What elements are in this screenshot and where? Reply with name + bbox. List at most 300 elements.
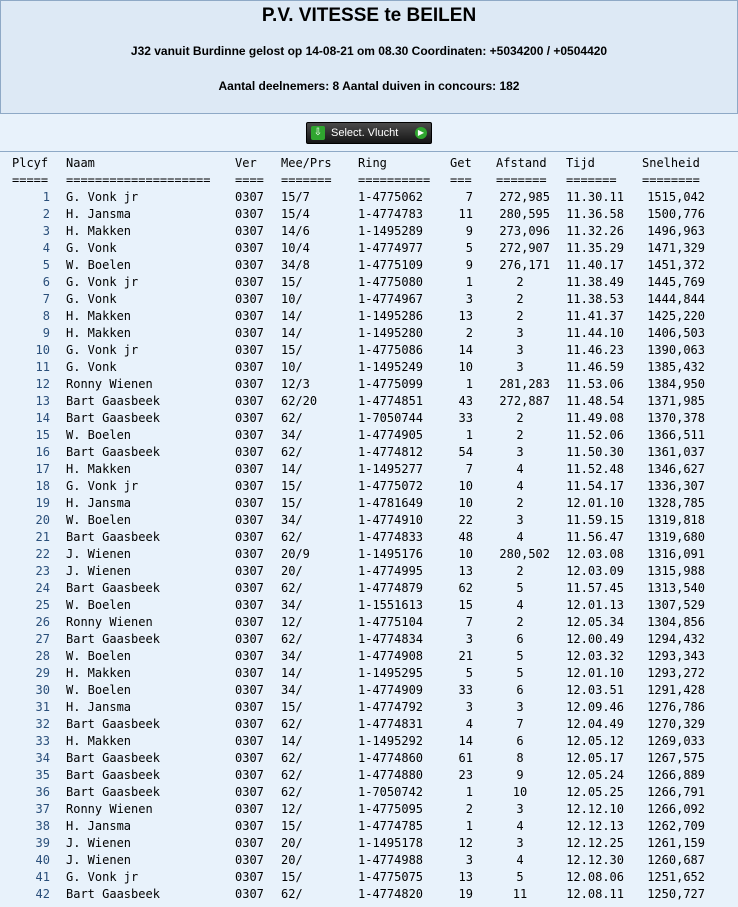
cell-get: 9 <box>465 258 473 272</box>
cell-naam: Bart Gaasbeek <box>66 717 160 731</box>
cell-snelheid: 1291,428 <box>647 683 705 697</box>
cell-ver: 0307 <box>235 700 264 714</box>
cell-ring: 1-4775095 <box>358 802 424 816</box>
cell-naam: W. Boelen <box>66 513 132 527</box>
cell-get: 54 <box>458 445 473 459</box>
cell-naam: H. Jansma <box>66 207 132 221</box>
cell-plcyf: 13 <box>35 394 50 408</box>
cell-ver: 0307 <box>235 445 264 459</box>
cell-plcyf: 17 <box>35 462 50 476</box>
cell-naam: Bart Gaasbeek <box>66 445 160 459</box>
cell-afstand: 4 <box>516 819 524 833</box>
cell-tijd: 12.08.11 <box>566 887 624 901</box>
cell-plcyf: 34 <box>35 751 50 765</box>
table-row <box>0 189 705 206</box>
sep-ver: ==== <box>235 173 264 187</box>
cell-naam: G. Vonk <box>66 360 117 374</box>
cell-get: 23 <box>458 768 473 782</box>
table-row <box>0 886 705 903</box>
table-row <box>0 580 705 597</box>
table-row <box>0 223 705 240</box>
cell-ver: 0307 <box>235 836 264 850</box>
cell-ring: 1-4774995 <box>358 564 424 578</box>
cell-tijd: 11.57.45 <box>566 581 624 595</box>
cell-afstand: 2 <box>516 496 524 510</box>
cell-plcyf: 20 <box>35 513 50 527</box>
cell-ring: 1-4775072 <box>358 479 424 493</box>
cell-plcyf: 10 <box>35 343 50 357</box>
cell-plcyf: 39 <box>35 836 50 850</box>
cell-ver: 0307 <box>235 241 264 255</box>
cell-get: 5 <box>465 666 473 680</box>
cell-plcyf: 24 <box>35 581 50 595</box>
table-row <box>0 716 705 733</box>
cell-tijd: 11.53.06 <box>566 377 624 391</box>
cell-ver: 0307 <box>235 462 264 476</box>
cell-tijd: 12.05.34 <box>566 615 624 629</box>
sep-ring: ========== <box>358 173 431 187</box>
cell-mee-prs: 15/7 <box>281 190 310 204</box>
cell-mee-prs: 15/ <box>281 343 303 357</box>
cell-tijd: 12.09.46 <box>566 700 624 714</box>
cell-afstand: 6 <box>516 632 524 646</box>
cell-naam: Ronny Wienen <box>66 377 153 391</box>
cell-tijd: 11.36.58 <box>566 207 624 221</box>
table-row <box>0 563 705 580</box>
sep-snelheid: ======== <box>642 173 700 187</box>
cell-snelheid: 1471,329 <box>647 241 705 255</box>
table-row <box>0 733 705 750</box>
cell-ring: 1-7050744 <box>358 411 424 425</box>
cell-mee-prs: 34/ <box>281 598 303 612</box>
cell-naam: G. Vonk jr <box>66 275 139 289</box>
cell-plcyf: 5 <box>42 258 50 272</box>
table-row <box>0 648 705 665</box>
cell-get: 7 <box>465 462 473 476</box>
select-flight-button[interactable] <box>306 122 432 144</box>
cell-ver: 0307 <box>235 496 264 510</box>
cell-naam: Bart Gaasbeek <box>66 785 160 799</box>
table-row <box>0 291 705 308</box>
cell-ring: 1-4775104 <box>358 615 424 629</box>
cell-mee-prs: 12/ <box>281 802 303 816</box>
cell-snelheid: 1293,272 <box>647 666 705 680</box>
cell-tijd: 11.40.17 <box>566 258 624 272</box>
cell-ring: 1-4775099 <box>358 377 424 391</box>
cell-snelheid: 1250,727 <box>647 887 705 901</box>
table-row <box>0 852 705 869</box>
cell-plcyf: 11 <box>35 360 50 374</box>
cell-get: 3 <box>465 700 473 714</box>
cell-plcyf: 30 <box>35 683 50 697</box>
cell-afstand: 4 <box>516 598 524 612</box>
cell-snelheid: 1500,776 <box>647 207 705 221</box>
cell-ring: 1-4781649 <box>358 496 424 510</box>
cell-mee-prs: 14/ <box>281 309 303 323</box>
col-header-plcyf: Plcyf <box>12 156 49 170</box>
cell-tijd: 12.12.25 <box>566 836 624 850</box>
cell-afstand: 3 <box>516 360 524 374</box>
cell-ver: 0307 <box>235 598 264 612</box>
table-row <box>0 461 705 478</box>
col-header-afstand: Afstand <box>496 156 547 170</box>
cell-snelheid: 1385,432 <box>647 360 705 374</box>
cell-ver: 0307 <box>235 734 264 748</box>
cell-tijd: 11.41.37 <box>566 309 624 323</box>
cell-naam: H. Makken <box>66 734 132 748</box>
cell-get: 14 <box>458 343 473 357</box>
cell-plcyf: 35 <box>35 768 50 782</box>
cell-afstand: 3 <box>516 445 524 459</box>
cell-naam: Bart Gaasbeek <box>66 768 160 782</box>
cell-naam: Bart Gaasbeek <box>66 751 160 765</box>
cell-mee-prs: 12/3 <box>281 377 310 391</box>
cell-snelheid: 1328,785 <box>647 496 705 510</box>
cell-snelheid: 1260,687 <box>647 853 705 867</box>
cell-get: 15 <box>458 598 473 612</box>
cell-ring: 1-7050742 <box>358 785 424 799</box>
cell-plcyf: 2 <box>42 207 50 221</box>
cell-afstand: 5 <box>516 870 524 884</box>
cell-ring: 1-4775080 <box>358 275 424 289</box>
cell-get: 1 <box>465 428 473 442</box>
cell-get: 2 <box>465 326 473 340</box>
table-row <box>0 257 705 274</box>
cell-plcyf: 18 <box>35 479 50 493</box>
cell-plcyf: 26 <box>35 615 50 629</box>
results-table <box>0 155 705 903</box>
table-row <box>0 495 705 512</box>
cell-naam: W. Boelen <box>66 598 132 612</box>
cell-ring: 1-4774988 <box>358 853 424 867</box>
cell-mee-prs: 34/8 <box>281 258 310 272</box>
cell-plcyf: 25 <box>35 598 50 612</box>
cell-get: 12 <box>458 836 473 850</box>
cell-naam: W. Boelen <box>66 428 132 442</box>
cell-ring: 1-4774905 <box>358 428 424 442</box>
cell-plcyf: 7 <box>42 292 50 306</box>
cell-get: 10 <box>458 360 473 374</box>
cell-snelheid: 1336,307 <box>647 479 705 493</box>
cell-snelheid: 1371,985 <box>647 394 705 408</box>
cell-ver: 0307 <box>235 513 264 527</box>
cell-get: 11 <box>458 207 473 221</box>
cell-naam: G. Vonk jr <box>66 870 139 884</box>
cell-snelheid: 1316,091 <box>647 547 705 561</box>
cell-tijd: 12.01.13 <box>566 598 624 612</box>
cell-afstand: 3 <box>516 836 524 850</box>
cell-get: 1 <box>465 819 473 833</box>
col-header-ver: Ver <box>235 156 257 170</box>
cell-tijd: 12.05.17 <box>566 751 624 765</box>
cell-ver: 0307 <box>235 394 264 408</box>
cell-ver: 0307 <box>235 207 264 221</box>
cell-snelheid: 1390,063 <box>647 343 705 357</box>
cell-snelheid: 1251,652 <box>647 870 705 884</box>
cell-ring: 1-4774909 <box>358 683 424 697</box>
cell-get: 61 <box>458 751 473 765</box>
cell-snelheid: 1266,889 <box>647 768 705 782</box>
cell-ver: 0307 <box>235 683 264 697</box>
cell-tijd: 11.44.10 <box>566 326 624 340</box>
cell-afstand: 2 <box>516 275 524 289</box>
download-icon: ⇩ <box>311 126 325 140</box>
cell-afstand: 5 <box>516 666 524 680</box>
cell-tijd: 12.04.49 <box>566 717 624 731</box>
cell-ver: 0307 <box>235 666 264 680</box>
cell-naam: G. Vonk <box>66 241 117 255</box>
cell-snelheid: 1515,042 <box>647 190 705 204</box>
cell-tijd: 12.05.12 <box>566 734 624 748</box>
cell-afstand: 6 <box>516 683 524 697</box>
table-row <box>0 512 705 529</box>
cell-afstand: 10 <box>512 785 528 799</box>
cell-ring: 1-4775109 <box>358 258 424 272</box>
cell-mee-prs: 20/ <box>281 836 303 850</box>
cell-afstand: 6 <box>516 734 524 748</box>
cell-naam: J. Wienen <box>66 853 132 867</box>
cell-ver: 0307 <box>235 360 264 374</box>
cell-tijd: 11.49.08 <box>566 411 624 425</box>
cell-plcyf: 32 <box>35 717 50 731</box>
cell-get: 1 <box>465 377 473 391</box>
table-header <box>0 155 700 172</box>
cell-get: 4 <box>465 717 473 731</box>
cell-afstand: 4 <box>516 479 524 493</box>
cell-ring: 1-4774820 <box>358 887 424 901</box>
cell-snelheid: 1294,432 <box>647 632 705 646</box>
cell-get: 10 <box>458 547 473 561</box>
cell-snelheid: 1366,511 <box>647 428 705 442</box>
cell-tijd: 12.08.06 <box>566 870 624 884</box>
cell-afstand: 2 <box>516 615 524 629</box>
cell-snelheid: 1406,503 <box>647 326 705 340</box>
cell-mee-prs: 14/ <box>281 326 303 340</box>
cell-afstand: 273,096 <box>499 224 550 238</box>
cell-ver: 0307 <box>235 564 264 578</box>
cell-plcyf: 14 <box>35 411 50 425</box>
cell-snelheid: 1361,037 <box>647 445 705 459</box>
cell-afstand: 8 <box>516 751 524 765</box>
col-header-mee-prs: Mee/Prs <box>281 156 332 170</box>
cell-mee-prs: 15/ <box>281 479 303 493</box>
cell-tijd: 11.32.26 <box>566 224 624 238</box>
cell-snelheid: 1304,856 <box>647 615 705 629</box>
cell-mee-prs: 14/ <box>281 666 303 680</box>
cell-ver: 0307 <box>235 326 264 340</box>
cell-afstand: 280,502 <box>499 547 550 561</box>
cell-get: 13 <box>458 309 473 323</box>
cell-ring: 1-4774834 <box>358 632 424 646</box>
cell-tijd: 11.46.59 <box>566 360 624 374</box>
results-header <box>0 0 738 114</box>
cell-ver: 0307 <box>235 717 264 731</box>
cell-ring: 1-4774977 <box>358 241 424 255</box>
cell-mee-prs: 10/ <box>281 292 303 306</box>
cell-ring: 1-1495280 <box>358 326 424 340</box>
cell-ver: 0307 <box>235 343 264 357</box>
cell-mee-prs: 20/ <box>281 853 303 867</box>
cell-snelheid: 1370,378 <box>647 411 705 425</box>
sep-tijd: ======= <box>566 173 617 187</box>
cell-get: 5 <box>465 241 473 255</box>
cell-afstand: 9 <box>516 768 524 782</box>
cell-tijd: 11.54.17 <box>566 479 624 493</box>
cell-snelheid: 1319,680 <box>647 530 705 544</box>
cell-ring: 1-4774967 <box>358 292 424 306</box>
cell-tijd: 12.12.30 <box>566 853 624 867</box>
cell-ver: 0307 <box>235 258 264 272</box>
participants-info: Aantal deelnemers: 8 Aantal duiven in concours: 182 <box>218 79 520 93</box>
table-row <box>0 444 705 461</box>
cell-snelheid: 1313,540 <box>647 581 705 595</box>
cell-get: 62 <box>458 581 473 595</box>
table-row <box>0 393 705 410</box>
cell-ver: 0307 <box>235 428 264 442</box>
cell-plcyf: 27 <box>35 632 50 646</box>
cell-tijd: 12.01.10 <box>566 496 624 510</box>
cell-ver: 0307 <box>235 190 264 204</box>
cell-ring: 1-1495292 <box>358 734 424 748</box>
cell-naam: J. Wienen <box>66 547 132 561</box>
cell-tijd: 11.30.11 <box>566 190 624 204</box>
select-bar <box>0 115 738 152</box>
cell-mee-prs: 62/ <box>281 632 303 646</box>
cell-plcyf: 38 <box>35 819 50 833</box>
cell-plcyf: 21 <box>35 530 50 544</box>
cell-naam: H. Makken <box>66 326 132 340</box>
cell-snelheid: 1444,844 <box>647 292 705 306</box>
cell-mee-prs: 34/ <box>281 649 303 663</box>
cell-mee-prs: 15/4 <box>281 207 310 221</box>
cell-afstand: 2 <box>516 309 524 323</box>
cell-afstand: 4 <box>516 853 524 867</box>
cell-snelheid: 1346,627 <box>647 462 705 476</box>
table-row <box>0 342 705 359</box>
cell-naam: G. Vonk jr <box>66 343 139 357</box>
cell-ring: 1-4774785 <box>358 819 424 833</box>
cell-ver: 0307 <box>235 887 264 901</box>
cell-get: 10 <box>458 496 473 510</box>
cell-get: 7 <box>465 615 473 629</box>
cell-tijd: 11.52.06 <box>566 428 624 442</box>
cell-ver: 0307 <box>235 632 264 646</box>
cell-ring: 1-4774860 <box>358 751 424 765</box>
sep-get: === <box>450 173 472 187</box>
cell-plcyf: 8 <box>42 309 50 323</box>
cell-naam: H. Jansma <box>66 496 132 510</box>
cell-tijd: 11.52.48 <box>566 462 624 476</box>
cell-afstand: 272,887 <box>499 394 550 408</box>
cell-naam: W. Boelen <box>66 258 132 272</box>
table-separator <box>0 172 700 189</box>
cell-ver: 0307 <box>235 479 264 493</box>
table-row <box>0 614 705 631</box>
cell-ring: 1-1495249 <box>358 360 424 374</box>
cell-ring: 1-1495176 <box>358 547 424 561</box>
cell-mee-prs: 12/ <box>281 615 303 629</box>
cell-naam: G. Vonk jr <box>66 190 139 204</box>
table-row <box>0 767 705 784</box>
cell-snelheid: 1266,791 <box>647 785 705 799</box>
cell-naam: H. Makken <box>66 462 132 476</box>
cell-ver: 0307 <box>235 275 264 289</box>
cell-afstand: 2 <box>516 564 524 578</box>
sep-afstand: ======= <box>496 173 547 187</box>
table-row <box>0 784 705 801</box>
cell-snelheid: 1451,372 <box>647 258 705 272</box>
table-row <box>0 478 705 495</box>
cell-afstand: 3 <box>516 700 524 714</box>
cell-plcyf: 12 <box>35 377 50 391</box>
cell-mee-prs: 14/ <box>281 734 303 748</box>
cell-afstand: 11 <box>512 887 528 901</box>
cell-mee-prs: 14/ <box>281 462 303 476</box>
cell-tijd: 12.00.49 <box>566 632 624 646</box>
cell-get: 1 <box>465 275 473 289</box>
cell-mee-prs: 10/4 <box>281 241 310 255</box>
cell-ver: 0307 <box>235 768 264 782</box>
cell-plcyf: 1 <box>42 190 50 204</box>
cell-tijd: 11.46.23 <box>566 343 624 357</box>
cell-mee-prs: 62/ <box>281 768 303 782</box>
cell-plcyf: 4 <box>42 241 50 255</box>
cell-ver: 0307 <box>235 649 264 663</box>
table-row <box>0 376 705 393</box>
cell-plcyf: 41 <box>35 870 50 884</box>
cell-naam: Bart Gaasbeek <box>66 632 160 646</box>
table-row <box>0 529 705 546</box>
cell-afstand: 4 <box>516 530 524 544</box>
cell-naam: H. Makken <box>66 224 132 238</box>
cell-plcyf: 37 <box>35 802 50 816</box>
cell-ring: 1-4774851 <box>358 394 424 408</box>
cell-get: 43 <box>458 394 473 408</box>
cell-ring: 1-1495295 <box>358 666 424 680</box>
cell-tijd: 11.38.53 <box>566 292 624 306</box>
table-row <box>0 665 705 682</box>
col-header-naam: Naam <box>66 156 95 170</box>
sep-mee-prs: ======= <box>281 173 332 187</box>
cell-snelheid: 1315,988 <box>647 564 705 578</box>
cell-naam: H. Makken <box>66 666 132 680</box>
table-row <box>0 699 705 716</box>
cell-ver: 0307 <box>235 785 264 799</box>
cell-naam: H. Makken <box>66 309 132 323</box>
table-row <box>0 206 705 223</box>
cell-ring: 1-4774812 <box>358 445 424 459</box>
cell-naam: Bart Gaasbeek <box>66 887 160 901</box>
cell-ver: 0307 <box>235 530 264 544</box>
page-title: P.V. VITESSE te BEILEN <box>261 5 477 26</box>
cell-get: 33 <box>458 683 473 697</box>
cell-tijd: 12.12.13 <box>566 819 624 833</box>
cell-plcyf: 19 <box>35 496 50 510</box>
cell-ver: 0307 <box>235 292 264 306</box>
cell-tijd: 12.01.10 <box>566 666 624 680</box>
col-header-ring: Ring <box>358 156 387 170</box>
cell-ver: 0307 <box>235 581 264 595</box>
cell-naam: W. Boelen <box>66 683 132 697</box>
cell-plcyf: 3 <box>42 224 50 238</box>
cell-afstand: 3 <box>516 802 524 816</box>
cell-snelheid: 1270,329 <box>647 717 705 731</box>
cell-ver: 0307 <box>235 547 264 561</box>
col-header-get: Get <box>450 156 472 170</box>
table-row <box>0 631 705 648</box>
cell-mee-prs: 62/ <box>281 717 303 731</box>
table-row <box>0 801 705 818</box>
